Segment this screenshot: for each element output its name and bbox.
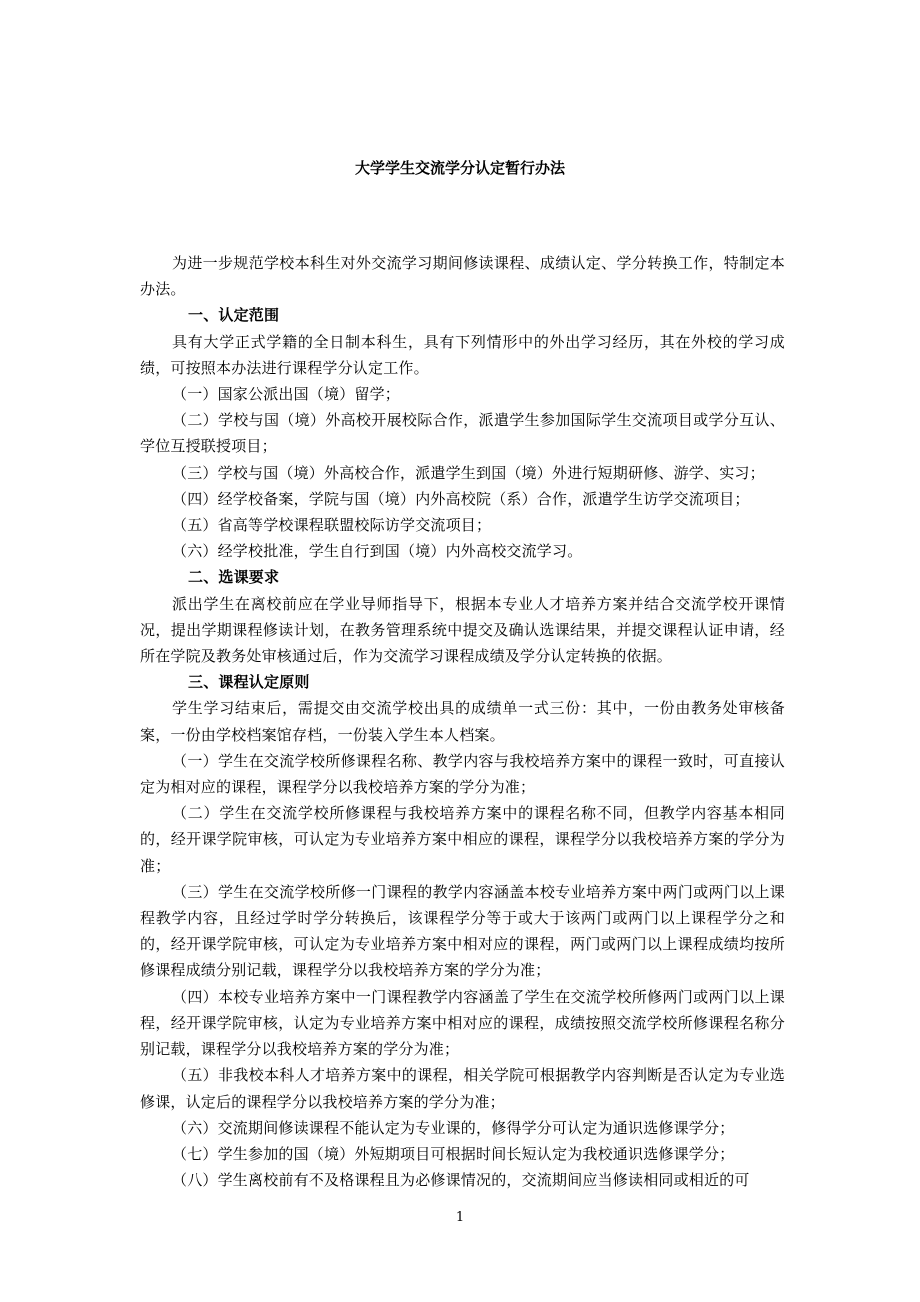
- recognition-intro-paragraph: 学生学习结束后，需提交由交流学校出具的成绩单一式三份：其中，一份由教务处审核备案，一份由学校档案馆存档，一份装入学生本人档案。: [140, 699, 785, 744]
- section-heading-scope: 一、认定范围: [188, 306, 280, 325]
- scope-item-2: （二）学校与国（境）外高校开展校际合作，派遣学生参加国际学生交流项目或学分互认、学位互授联授项目；: [140, 411, 785, 456]
- principle-item-8: （八）学生离校前有不及格课程且为必修课情况的，交流期间应当修读相同或相近的可: [172, 1171, 750, 1190]
- scope-item-3: （三）学校与国（境）外高校合作，派遣学生到国（境）外进行短期研修、游学、实习；: [172, 463, 765, 482]
- document-body: [140, 250, 785, 1193]
- principle-item-2: （二）学生在交流学校所修课程与我校培养方案中的课程名称不同，但教学内容基本相同的，经开课学院审核，可认定为专业培养方案中相应的课程，课程学分以我校培养方案的学分为准；: [140, 804, 785, 875]
- scope-item-6: （六）经学校批准，学生自行到国（境）内外高校交流学习。: [172, 542, 583, 561]
- principle-item-1: （一）学生在交流学校所修课程名称、教学内容与我校培养方案中的课程一致时，可直接认定为相对应的课程，课程学分以我校培养方案的学分为准；: [140, 751, 785, 797]
- scope-paragraph: 具有大学正式学籍的全日制本科生，具有下列情形中的外出学习经历，其在外校的学习成绩，可按照本办法进行课程学分认定工作。: [140, 332, 785, 377]
- intro-paragraph: 为进一步规范学校本科生对外交流学习期间修读课程、成绩认定、学分转换工作，特制定本办法。: [140, 254, 785, 299]
- principle-item-3: （三）学生在交流学校所修一门课程的教学内容涵盖本校专业培养方案中两门或两门以上课程教学内容，且经过学时学分转换后，该课程学分等于或大于该两门或两门以上课程学分之和的，经开课学院审核，可认定为专业培养方案中相对应的课程，两门或两门以上课程成绩均按所修课程成绩分别记载，课程学分以我校培养方案的学分为准；: [140, 882, 785, 980]
- scope-item-4: （四）经学校备案，学院与国（境）内外高校院（系）合作，派遣学生访学交流项目；: [172, 489, 750, 508]
- document-title: 大学学生交流学分认定暂行办法: [354, 159, 565, 177]
- scope-item-1: （一）国家公派出国（境）留学；: [172, 385, 401, 404]
- course-selection-paragraph: 派出学生在离校前应在学业导师指导下，根据本专业人才培养方案并结合交流学校开课情况，提出学期课程修读计划，在教务管理系统中提交及确认选课结果，并提交课程认证申请，经所在学院及教务处审核通过后，作为交流学习课程成绩及学分认定转换的依据。: [140, 594, 785, 666]
- scope-item-5: （五）省高等学校课程联盟校际访学交流项目；: [172, 516, 492, 535]
- section-heading-recognition-principles: 三、课程认定原则: [188, 673, 310, 692]
- principle-item-6: （六）交流期间修读课程不能认定为专业课的，修得学分可认定为通识选修课学分；: [172, 1118, 735, 1137]
- principle-item-5: （五）非我校本科人才培养方案中的课程，相关学院可根据教学内容判断是否认定为专业选修课，认定后的课程学分以我校培养方案的学分为准；: [140, 1066, 785, 1111]
- page-number: 1: [455, 1210, 465, 1225]
- principle-item-4: （四）本校专业培养方案中一门课程教学内容涵盖了学生在交流学校所修两门或两门以上课程，经开课学院审核，认定为专业培养方案中相对应的课程，成绩按照交流学校所修课程名称分别记载，课程学分以我校培养方案的学分为准；: [140, 987, 785, 1059]
- section-heading-course-selection: 二、选课要求: [188, 568, 280, 587]
- principle-item-7: （七）学生参加的国（境）外短期项目可根据时间长短认定为我校通识选修课学分；: [172, 1144, 735, 1163]
